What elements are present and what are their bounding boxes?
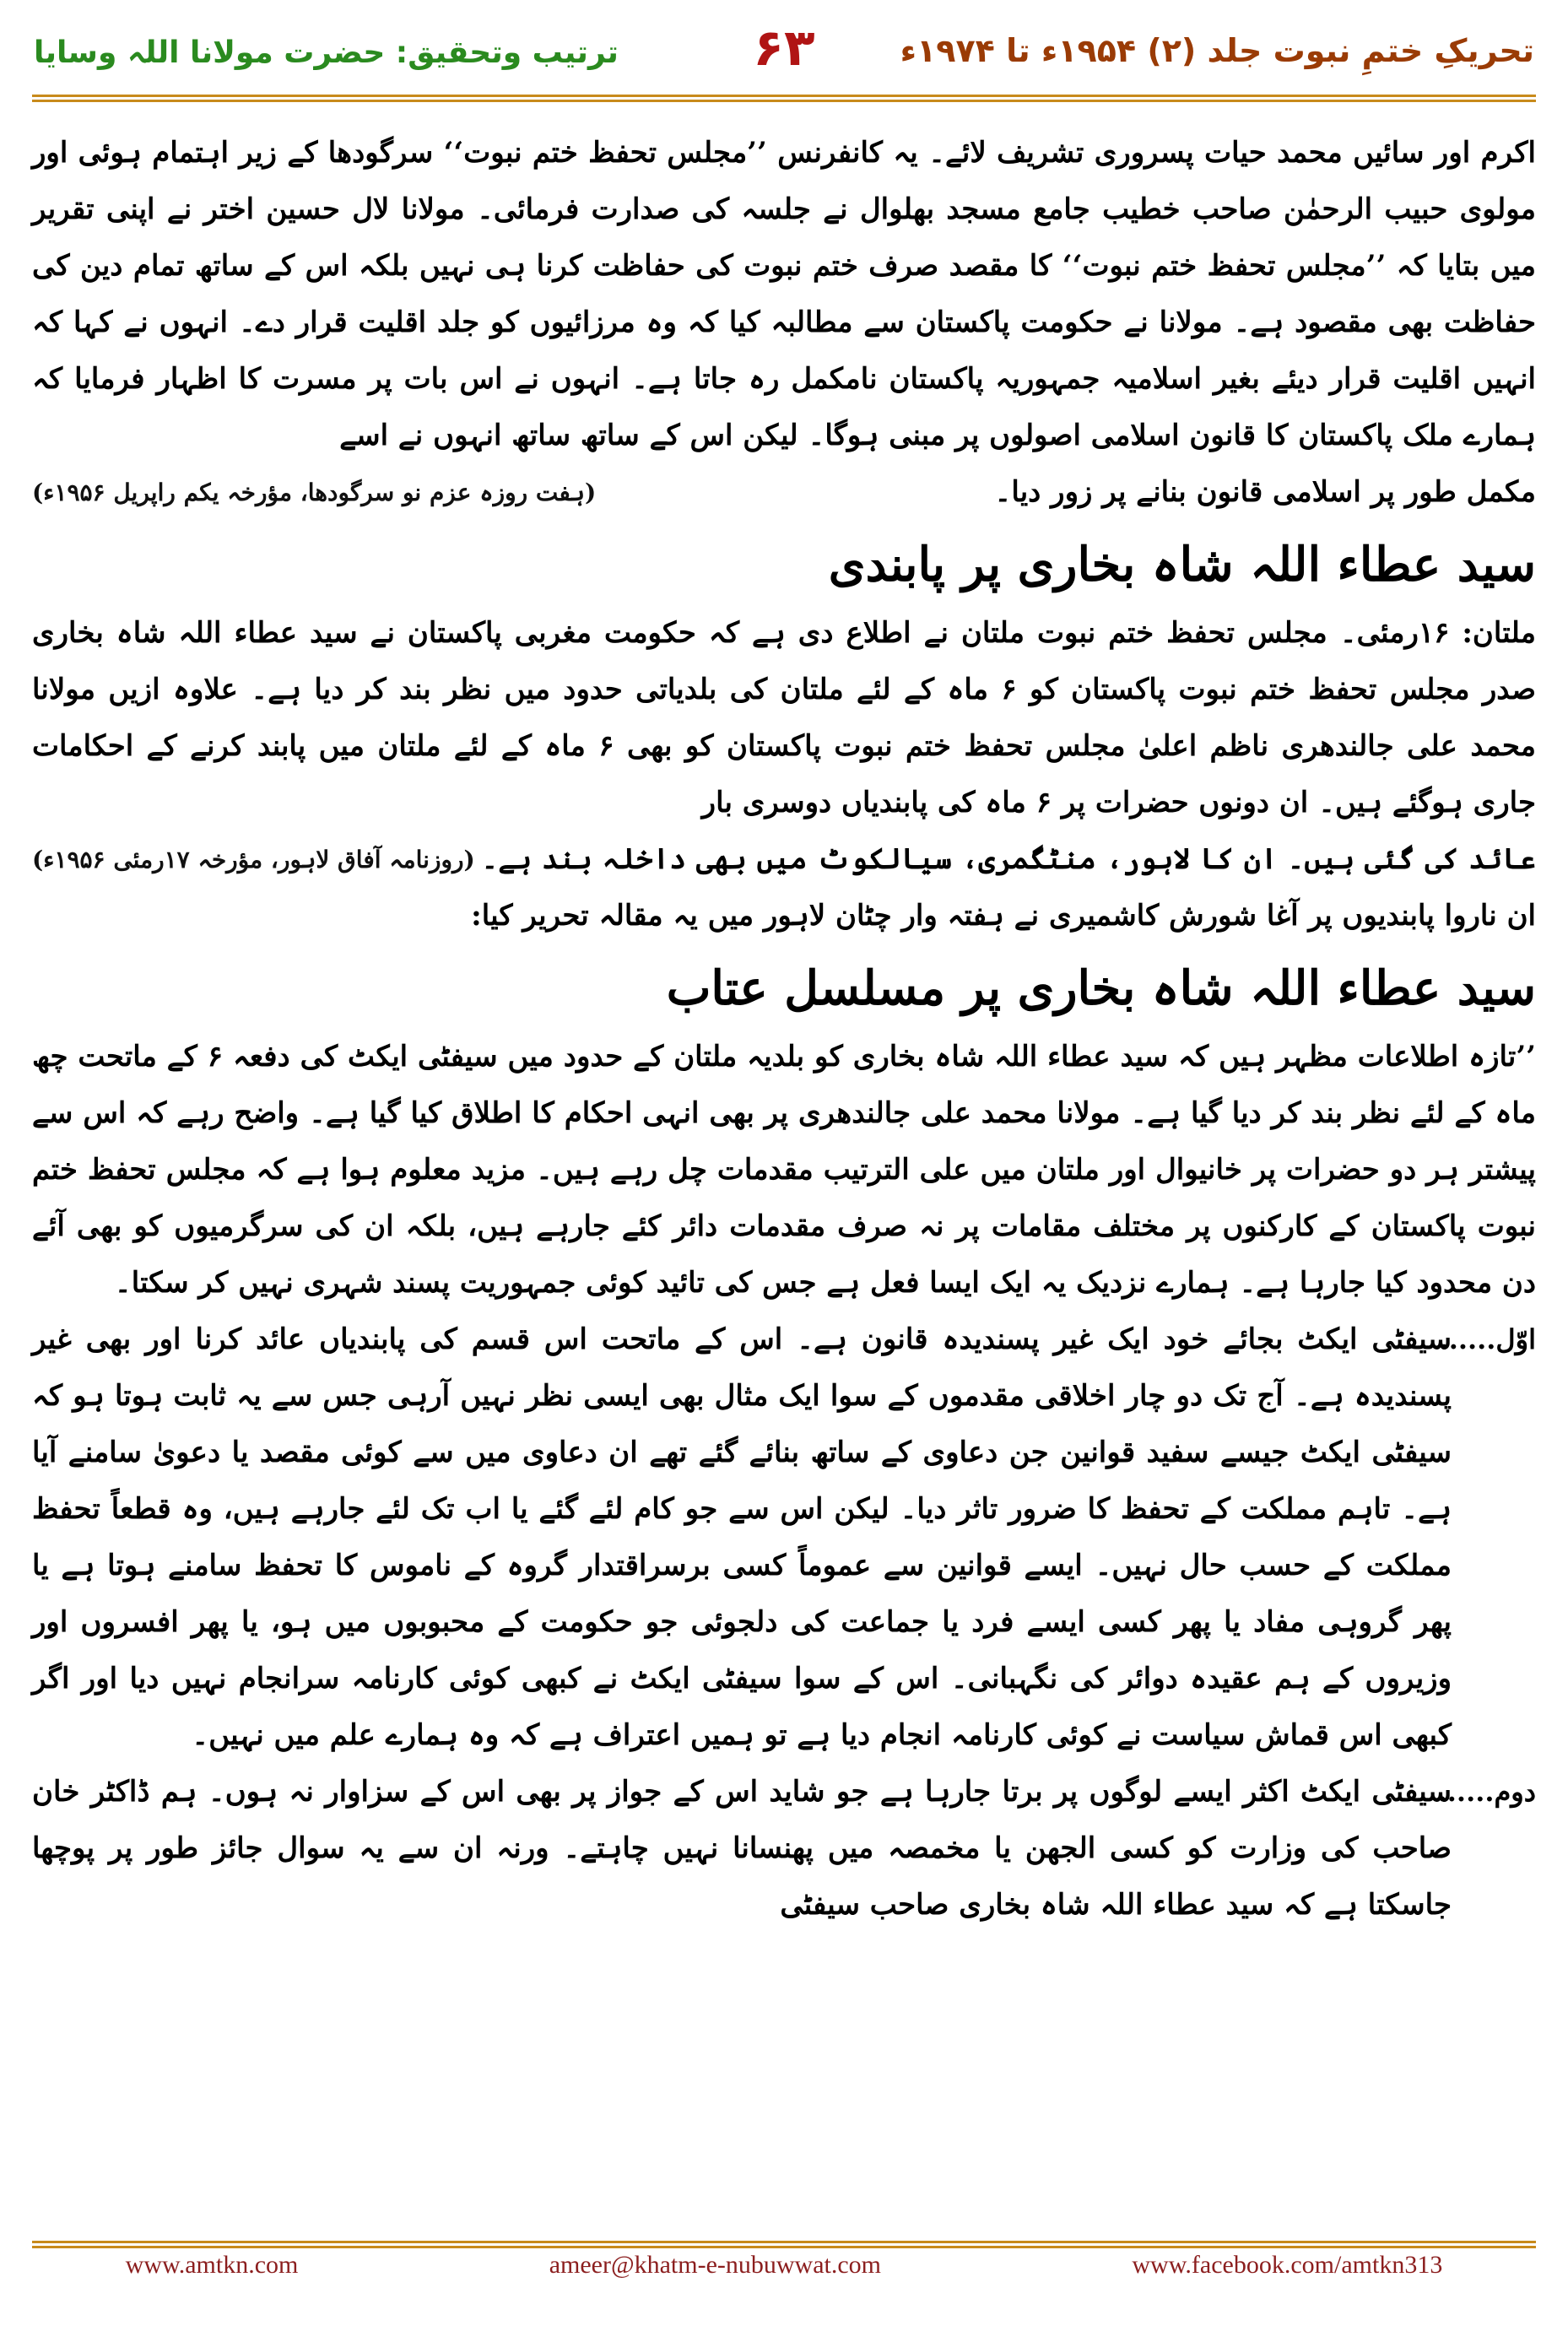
email-link[interactable]: ameer@khatm-e-nubuwwat.com	[549, 2251, 882, 2279]
compiler-credit: ترتیب وتحقیق: حضرت مولانا اللہ وسایا	[34, 35, 619, 70]
header-divider	[32, 95, 1536, 102]
point-label: اوّل......	[1439, 1323, 1536, 1355]
footer-divider	[32, 2241, 1536, 2248]
website-link[interactable]: www.amtkn.com	[125, 2251, 299, 2279]
point-text: سیفٹی ایکٹ بجائے خود ایک غیر پسندیدہ قانون ہے۔ اس کے ماتحت اس قسم کی پابندیاں عائد کرنا اور بھی غیر پسندیدہ ہے۔ آج تک دو چار اخلاقی مقدموں کے سوا ایک مثال بھی ایسی نظر نہیں آرہی جس سے یہ ثابت ہوتا ہو کہ سیفٹی ایکٹ جیسے سفید قوانین جن دعاوی کے ساتھ بنائے گئے تھے ان دعاوی میں سے کوئی مقصد یا دعویٰ سامنے آیا ہے۔ تاہم مملکت کے تحفظ کا ضرور تاثر دیا۔ لیکن اس سے جو کام لئے گئے یا اب تک لئے جارہے ہیں، وہ قطعاً تحفظ مملکت کے حسب حال نہیں۔ ایسے قوانین سے عموماً کسی برسراقتدار گروہ کے ناموس کا تحفظ سامنے ہوتا ہے یا پھر گروہی مفاد یا پھر کسی ایسے فرد یا جماعت کی دلجوئی جو حکومت کے محبوبوں میں ہو، یا پھر افسروں اور وزیروں کے ہم عقیدہ دوائر کی نگہبانی۔ اس کے سوا سیفٹی ایکٹ نے کبھی کوئی کارنامہ سرانجام نہیں دیا اور اگر کبھی اس قماش سیاست نے کوئی کارنامہ انجام دیا ہے تو ہمیں اعتراف ہے کہ وہ ہمارے علم میں نہیں۔	[32, 1322, 1452, 1752]
opening-paragraph: اکرم اور سائیں محمد حیات پسروری تشریف لائے۔ یہ کانفرنس ’’مجلس تحفظ ختم نبوت‘‘ سرگودھا کے زیر اہتمام ہوئی اور مولوی حبیب الرحمٰن صاحب خطیب جامع مسجد بھلوال نے جلسہ کی صدارت فرمائی۔ مولانا لال حسین اختر نے اپنی تقریر میں بتایا کہ ’’مجلس تحفظ ختم نبوت‘‘ کا مقصد صرف ختم نبوت کی حفاظت کرنا ہی نہیں بلکہ اس کے ساتھ تمام دین کی حفاظت بھی مقصود ہے۔ مولانا نے حکومت پاکستان سے مطالبہ کیا کہ وہ مرزائیوں کو جلد اقلیت قرار دے۔ انہوں نے کہا کہ انہیں اقلیت قرار دیئے بغیر اسلامیہ جمہوریہ پاکستان نامکمل رہ جاتا ہے۔ انہوں نے اس بات پر مسرت کا اظہار فرمایا کہ ہمارے ملک پاکستان کا قانون اسلامی اصولوں پر مبنی ہوگا۔ لیکن اس کے ساتھ ساتھ انہوں نے اسے	[32, 136, 1536, 452]
page-footer	[0, 2241, 1568, 2342]
footer-links	[0, 2251, 1568, 2280]
source-citation: (روزنامہ آفاق لاہور، مؤرخہ ۱۷رمئی ۱۹۵۶ء)	[32, 846, 475, 874]
intro-line: ان ناروا پابندیوں پر آغا شورش کاشمیری نے ہفتہ وار چٹان لاہور میں یہ مقالہ تحریر کیا:	[471, 899, 1536, 933]
source-citation: (ہفت روزہ عزم نو سرگودھا، مؤرخہ یکم راپریل ۱۹۵۶ء)	[32, 479, 597, 506]
page-number: ۶۳	[753, 19, 815, 78]
point-text: سیفٹی ایکٹ اکثر ایسے لوگوں پر برتا جارہا ہے جو شاید اس کے جواز پر بھی اس کے سزاوار نہ ہوں۔ ہم ڈاکٹر خان صاحب کی وزارت کو کسی الجھن یا مخمصہ میں پھنسانا نہیں چاہتے۔ ورنہ ان سے یہ سوال جائز طور پر پوچھا جاسکتا ہے کہ سید عطاء اللہ شاہ بخاری صاحب سیفٹی	[32, 1775, 1452, 1922]
numbered-point	[32, 1312, 1536, 1764]
point-label: دوم......	[1437, 1776, 1536, 1808]
section-heading: سید عطاء اللہ شاہ بخاری پر پابندی	[828, 537, 1536, 592]
news-paragraph: ملتان: ۱۶رمئی۔ مجلس تحفظ ختم نبوت ملتان نے اطلاع دی ہے کہ حکومت مغربی پاکستان نے سید عطاء اللہ شاہ بخاری صدر مجلس تحفظ ختم نبوت پاکستان کو ۶ ماہ کے لئے ملتان کی بلدیاتی حدود میں نظر بند کر دیا ہے۔ علاوہ ازیں مولانا محمد علی جالندھری ناظم اعلیٰ مجلس تحفظ ختم نبوت پاکستان کو بھی ۶ ماہ کے لئے ملتان میں پابند کرنے کے احکامات جاری ہوگئے ہیں۔ ان دونوں حضرات پر ۶ ماہ کی پابندیاں دوسری بار	[32, 616, 1536, 819]
news-closing-line	[32, 831, 1536, 888]
section-heading: سید عطاء اللہ شاہ بخاری پر مسلسل عتاب	[666, 960, 1536, 1016]
facebook-link[interactable]: www.facebook.com/amtkn313	[1132, 2251, 1443, 2279]
quoted-article: ’’تازہ اطلاعات مظہر ہیں کہ سید عطاء اللہ شاہ بخاری کو بلدیہ ملتان کے حدود میں سیفٹی ایکٹ کی دفعہ ۶ کے ماتحت چھ ماہ کے لئے نظر بند کر دیا گیا ہے۔ مولانا محمد علی جالندھری پر بھی انہی احکام کا اطلاق کیا گیا ہے۔ واضح رہے کہ اس سے پیشتر ہر دو حضرات پر خانیوال اور ملتان میں علی الترتیب مقدمات چل رہے ہیں۔ مزید معلوم ہوا ہے کہ مجلس تحفظ ختم نبوت پاکستان کے کارکنوں پر مختلف مقامات پر نہ صرف مقدمات دائر کئے جارہے ہیں، بلکہ ان کی سرگرمیوں کو بھی آئے دن محدود کیا جارہا ہے۔ ہمارے نزدیک یہ ایک ایسا فعل ہے جس کی تائید کوئی جمہوریت پسند شہری نہیں کر سکتا۔	[32, 1040, 1536, 1300]
closing-text: مکمل طور پر اسلامی قانون بنانے پر زور دیا۔	[994, 475, 1536, 509]
book-title: تحریکِ ختمِ نبوت جلد (۲) ۱۹۵۴ء تا ۱۹۷۴ء	[900, 32, 1534, 69]
page-body	[32, 125, 1536, 1934]
paragraph-closing-line	[32, 464, 1536, 521]
closing-text: عائد کی گئی ہیں۔ ان کا لاہور، منٹگمری، سیالکوٹ میں بھی داخلہ بند ہے۔	[481, 842, 1536, 876]
page-header	[0, 0, 1568, 100]
numbered-point	[32, 1764, 1536, 1934]
